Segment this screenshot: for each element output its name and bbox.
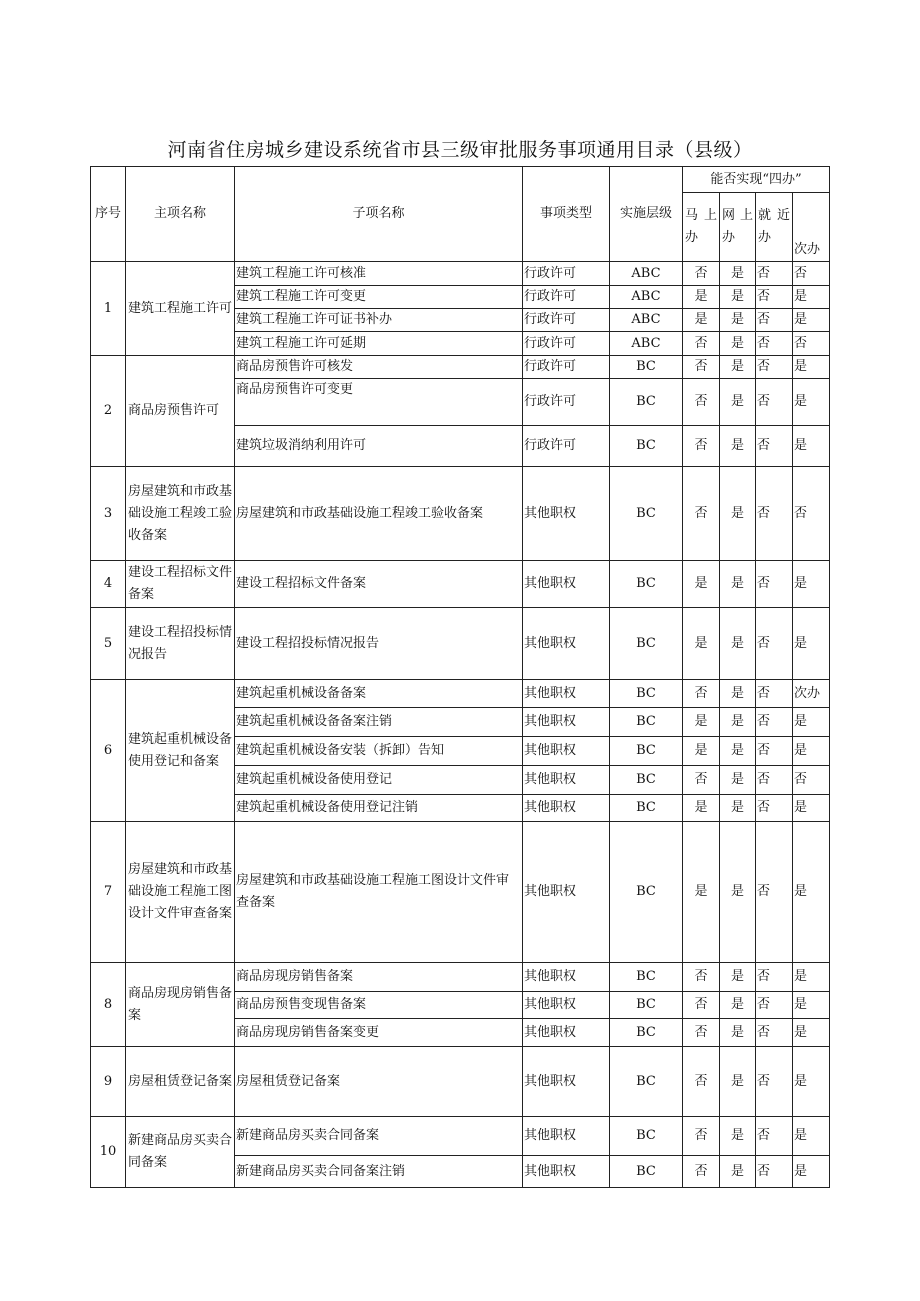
row-yc: 是 (793, 561, 830, 608)
header-ws: 网上办 (720, 193, 756, 262)
table-row (91, 608, 830, 680)
row-level: BC (610, 822, 683, 963)
row-yc: 是 (793, 992, 830, 1019)
table-row (91, 262, 830, 286)
row-sub-name: 建筑起重机械设备备案 (235, 680, 523, 708)
row-ms: 否 (683, 1019, 720, 1047)
row-ws: 是 (720, 766, 756, 795)
row-yc: 是 (793, 1019, 830, 1047)
row-level: BC (610, 1117, 683, 1156)
row-ms: 否 (683, 426, 720, 467)
row-main-name: 房屋租赁登记备案 (126, 1047, 235, 1117)
row-type: 其他职权 (523, 766, 610, 795)
row-ms: 是 (683, 309, 720, 332)
row-level: ABC (610, 262, 683, 286)
row-yc: 是 (793, 1117, 830, 1156)
row-type: 其他职权 (523, 992, 610, 1019)
row-jj: 否 (756, 795, 793, 822)
row-ms: 否 (683, 1156, 720, 1188)
row-ms: 否 (683, 992, 720, 1019)
row-yc: 是 (793, 356, 830, 379)
row-main-name: 商品房现房销售备案 (126, 963, 235, 1047)
row-sub-name: 建筑起重机械设备备案注销 (235, 708, 523, 737)
row-sub-name: 房屋建筑和市政基础设施工程施工图设计文件审查备案 (235, 822, 523, 963)
row-ws: 是 (720, 309, 756, 332)
row-jj: 否 (756, 1019, 793, 1047)
row-type: 其他职权 (523, 737, 610, 766)
row-jj: 否 (756, 1047, 793, 1117)
row-level: BC (610, 1047, 683, 1117)
row-type: 行政许可 (523, 332, 610, 356)
row-type: 其他职权 (523, 680, 610, 708)
header-sub: 子项名称 (235, 167, 523, 262)
row-ms: 否 (683, 379, 720, 426)
row-yc: 是 (793, 795, 830, 822)
page-title: 河南省住房城乡建设系统省市县三级审批服务事项通用目录（县级） (167, 139, 753, 161)
row-seq: 4 (91, 561, 126, 608)
row-ms: 否 (683, 1117, 720, 1156)
row-ws: 是 (720, 467, 756, 561)
row-sub-name: 建筑工程施工许可延期 (235, 332, 523, 356)
row-level: BC (610, 992, 683, 1019)
row-jj: 否 (756, 766, 793, 795)
row-type: 行政许可 (523, 356, 610, 379)
row-level: BC (610, 680, 683, 708)
row-ms: 否 (683, 963, 720, 992)
row-jj: 否 (756, 286, 793, 309)
row-type: 行政许可 (523, 262, 610, 286)
row-ws: 是 (720, 680, 756, 708)
header-level: 实施层级 (610, 167, 683, 262)
row-jj: 否 (756, 356, 793, 379)
row-type: 其他职权 (523, 467, 610, 561)
row-sub-name: 房屋建筑和市政基础设施工程竣工验收备案 (235, 467, 523, 561)
row-yc: 否 (793, 332, 830, 356)
row-yc: 是 (793, 426, 830, 467)
row-ms: 否 (683, 680, 720, 708)
row-type: 其他职权 (523, 1156, 610, 1188)
row-seq: 8 (91, 963, 126, 1047)
row-ms: 否 (683, 356, 720, 379)
row-jj: 否 (756, 561, 793, 608)
row-type: 其他职权 (523, 1047, 610, 1117)
row-level: BC (610, 766, 683, 795)
row-jj: 否 (756, 608, 793, 680)
header-four: 能否实现“四办” (683, 167, 830, 193)
row-ms: 是 (683, 737, 720, 766)
row-ws: 是 (720, 1156, 756, 1188)
row-yc: 否 (793, 262, 830, 286)
row-sub-name: 新建商品房买卖合同备案 (235, 1117, 523, 1156)
row-ms: 否 (683, 262, 720, 286)
row-ws: 是 (720, 356, 756, 379)
row-sub-name: 商品房预售变现售备案 (235, 992, 523, 1019)
row-yc: 是 (793, 1156, 830, 1188)
table-row (91, 1117, 830, 1156)
header-main: 主项名称 (126, 167, 235, 262)
row-level: BC (610, 426, 683, 467)
row-ws: 是 (720, 1019, 756, 1047)
row-sub-name: 商品房现房销售备案 (235, 963, 523, 992)
row-main-name: 房屋建筑和市政基础设施工程施工图设计文件审查备案 (126, 822, 235, 963)
row-type: 其他职权 (523, 608, 610, 680)
row-jj: 否 (756, 963, 793, 992)
row-seq: 2 (91, 356, 126, 467)
row-level: BC (610, 608, 683, 680)
row-ws: 是 (720, 992, 756, 1019)
row-jj: 否 (756, 708, 793, 737)
row-main-name: 建设工程招投标情况报告 (126, 608, 235, 680)
row-jj: 否 (756, 822, 793, 963)
table-row (91, 561, 830, 608)
row-type: 其他职权 (523, 795, 610, 822)
row-main-name: 新建商品房买卖合同备案 (126, 1117, 235, 1188)
row-sub-name: 建筑工程施工许可核准 (235, 262, 523, 286)
row-main-name: 房屋建筑和市政基础设施工程竣工验收备案 (126, 467, 235, 561)
row-jj: 否 (756, 680, 793, 708)
row-level: ABC (610, 309, 683, 332)
header-yc: 次办 (793, 193, 830, 262)
row-ws: 是 (720, 262, 756, 286)
row-ws: 是 (720, 708, 756, 737)
row-main-name: 商品房预售许可 (126, 356, 235, 467)
row-ws: 是 (720, 822, 756, 963)
row-main-name: 建筑工程施工许可 (126, 262, 235, 356)
row-level: BC (610, 1019, 683, 1047)
row-ms: 是 (683, 795, 720, 822)
table-row (91, 680, 830, 708)
row-level: BC (610, 963, 683, 992)
row-ms: 否 (683, 467, 720, 561)
row-yc: 是 (793, 379, 830, 426)
row-yc: 是 (793, 963, 830, 992)
row-seq: 1 (91, 262, 126, 356)
row-ws: 是 (720, 608, 756, 680)
row-seq: 10 (91, 1117, 126, 1188)
row-sub-name: 新建商品房买卖合同备案注销 (235, 1156, 523, 1188)
row-ws: 是 (720, 1117, 756, 1156)
row-sub-name: 建设工程招标文件备案 (235, 561, 523, 608)
row-yc: 次办 (793, 680, 830, 708)
row-type: 行政许可 (523, 309, 610, 332)
row-yc: 是 (793, 608, 830, 680)
row-jj: 否 (756, 309, 793, 332)
row-yc: 是 (793, 286, 830, 309)
row-level: ABC (610, 286, 683, 309)
row-yc: 是 (793, 309, 830, 332)
row-jj: 否 (756, 426, 793, 467)
row-seq: 7 (91, 822, 126, 963)
row-seq: 6 (91, 680, 126, 822)
row-jj: 否 (756, 467, 793, 561)
row-jj: 否 (756, 262, 793, 286)
table-row (91, 356, 830, 379)
row-yc: 否 (793, 467, 830, 561)
row-main-name: 建设工程招标文件备案 (126, 561, 235, 608)
row-ws: 是 (720, 795, 756, 822)
row-level: BC (610, 708, 683, 737)
row-sub-name: 建筑垃圾消纳利用许可 (235, 426, 523, 467)
row-sub-name: 商品房预售许可变更 (235, 379, 523, 426)
row-sub-name: 商品房现房销售备案变更 (235, 1019, 523, 1047)
header-seq: 序号 (91, 167, 126, 262)
row-seq: 5 (91, 608, 126, 680)
row-sub-name: 建筑起重机械设备安装（拆卸）告知 (235, 737, 523, 766)
row-type: 其他职权 (523, 1117, 610, 1156)
row-sub-name: 建设工程招投标情况报告 (235, 608, 523, 680)
row-level: BC (610, 379, 683, 426)
row-jj: 否 (756, 379, 793, 426)
row-ms: 是 (683, 708, 720, 737)
table-row (91, 1047, 830, 1117)
row-type: 其他职权 (523, 963, 610, 992)
header-type: 事项类型 (523, 167, 610, 262)
row-type: 行政许可 (523, 426, 610, 467)
row-level: BC (610, 467, 683, 561)
row-ws: 是 (720, 286, 756, 309)
row-ws: 是 (720, 332, 756, 356)
row-ws: 是 (720, 379, 756, 426)
row-level: ABC (610, 332, 683, 356)
row-ws: 是 (720, 737, 756, 766)
row-level: BC (610, 561, 683, 608)
row-ms: 是 (683, 286, 720, 309)
row-sub-name: 建筑起重机械设备使用登记注销 (235, 795, 523, 822)
row-ms: 是 (683, 822, 720, 963)
row-jj: 否 (756, 1156, 793, 1188)
row-sub-name: 建筑工程施工许可证书补办 (235, 309, 523, 332)
table-row (91, 822, 830, 963)
table-row (91, 467, 830, 561)
row-ws: 是 (720, 963, 756, 992)
row-ws: 是 (720, 1047, 756, 1117)
catalog-table (90, 166, 830, 1188)
row-yc: 否 (793, 766, 830, 795)
row-type: 其他职权 (523, 822, 610, 963)
row-type: 行政许可 (523, 379, 610, 426)
row-yc: 是 (793, 708, 830, 737)
row-yc: 是 (793, 1047, 830, 1117)
row-level: BC (610, 795, 683, 822)
table-row (91, 963, 830, 992)
row-jj: 否 (756, 737, 793, 766)
row-type: 其他职权 (523, 1019, 610, 1047)
row-ms: 否 (683, 766, 720, 795)
row-level: BC (610, 737, 683, 766)
row-ms: 是 (683, 608, 720, 680)
row-sub-name: 房屋租赁登记备案 (235, 1047, 523, 1117)
row-ms: 否 (683, 332, 720, 356)
row-sub-name: 商品房预售许可核发 (235, 356, 523, 379)
row-type: 其他职权 (523, 561, 610, 608)
row-type: 行政许可 (523, 286, 610, 309)
row-type: 其他职权 (523, 708, 610, 737)
row-jj: 否 (756, 332, 793, 356)
row-ws: 是 (720, 426, 756, 467)
row-ms: 否 (683, 1047, 720, 1117)
row-ws: 是 (720, 561, 756, 608)
row-yc: 是 (793, 737, 830, 766)
header-jj: 就近办 (756, 193, 793, 262)
row-seq: 3 (91, 467, 126, 561)
header-ms: 马上办 (683, 193, 720, 262)
row-level: BC (610, 356, 683, 379)
row-sub-name: 建筑工程施工许可变更 (235, 286, 523, 309)
row-jj: 否 (756, 992, 793, 1019)
row-main-name: 建筑起重机械设备使用登记和备案 (126, 680, 235, 822)
row-sub-name: 建筑起重机械设备使用登记 (235, 766, 523, 795)
row-level: BC (610, 1156, 683, 1188)
row-jj: 否 (756, 1117, 793, 1156)
row-ms: 是 (683, 561, 720, 608)
row-yc: 是 (793, 822, 830, 963)
row-seq: 9 (91, 1047, 126, 1117)
